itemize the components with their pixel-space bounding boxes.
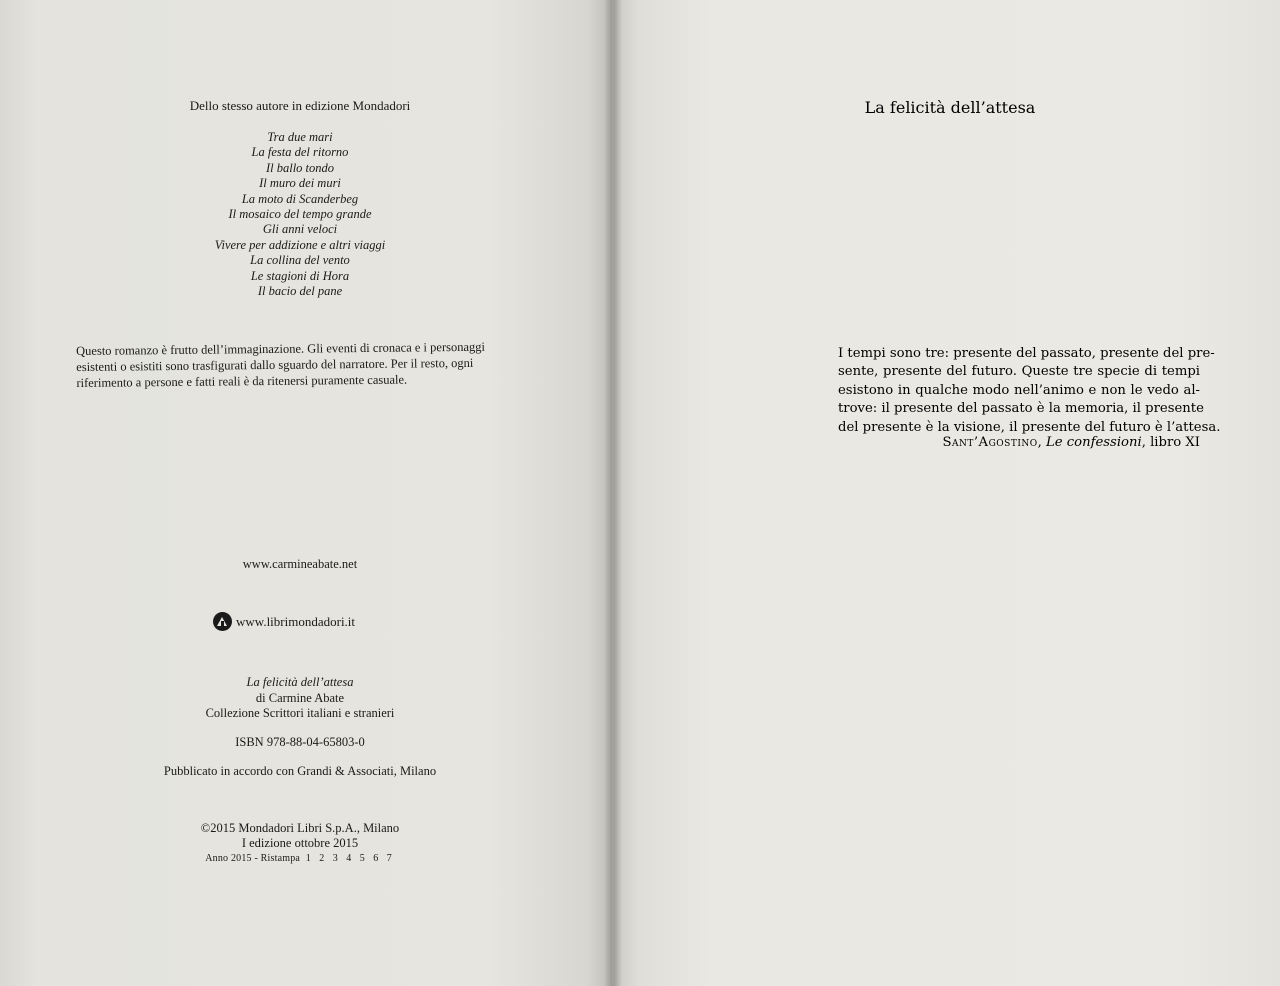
mondadori-logo-icon	[213, 612, 232, 631]
other-works-heading: Dello stesso autore in edizione Mondadori	[189, 98, 411, 113]
epigraph-line: del presente è la visione, il presente del futuro è l’attesa.	[838, 419, 1221, 435]
left-page	[0, 0, 612, 986]
work-title: Il ballo tondo	[265, 160, 335, 175]
publisher-website-line	[213, 612, 453, 631]
reprint-label: Anno 2015 - Ristampa	[205, 853, 301, 864]
epigraph-line: esistono in qualche modo nell’animo e non le vedo al-	[838, 382, 1200, 398]
colophon-author: di Carmine Abate	[255, 690, 345, 705]
work-title: Gli anni veloci	[262, 222, 338, 237]
epigraph-attribution: Sant’Agostino, Le confessioni, libro XI	[942, 435, 1200, 450]
attribution-work: Le confessioni	[1046, 435, 1142, 450]
edition: I edizione ottobre 2015	[241, 836, 359, 850]
book-gutter	[604, 0, 622, 986]
fiction-disclaimer: Questo romanzo è frutto dell’immaginazione. Gli eventi di cronaca e i personaggi esistenti o esistiti sono trasfigurati dallo sguardo del narratore. Per il resto, ogni riferimento a persone e fatti reali è da ritenersi puramente casuale.	[76, 339, 486, 390]
half-title: La felicità dell’attesa	[864, 98, 1036, 117]
work-title: Il bacio del pane	[257, 284, 343, 299]
author-website: www.carmineabate.net	[242, 557, 358, 571]
work-title: Il mosaico del tempo grande	[228, 207, 372, 222]
work-title: La moto di Scanderbeg	[241, 191, 359, 206]
epigraph	[838, 345, 1221, 437]
copyright-block	[150, 821, 450, 866]
copyright: ©2015 Mondadori Libri S.p.A., Milano	[200, 821, 400, 835]
work-title: Tra due mari	[267, 130, 333, 144]
epigraph-line: trove: il presente del passato è la memoria, il presente	[838, 401, 1204, 417]
publisher-website: www.librimondadori.it	[236, 613, 356, 629]
isbn: ISBN 978-88-04-65803-0	[235, 735, 365, 749]
epigraph-line: I tempi sono tre: presente del passato, presente del pre-	[838, 346, 1215, 361]
colophon-collection: Collezione Scrittori italiani e stranieri	[205, 706, 395, 720]
right-page	[612, 0, 1280, 986]
reprint-line	[150, 851, 450, 866]
work-title: Il muro dei muri	[259, 176, 341, 191]
other-works-list	[150, 130, 450, 299]
work-title: Le stagioni di Hora	[250, 268, 350, 283]
attribution-book: , libro XI	[1141, 435, 1200, 450]
work-title: Vivere per addizione e altri viaggi	[214, 237, 386, 252]
publishing-agreement: Pubblicato in accordo con Grandi & Associati, Milano	[163, 764, 437, 778]
work-title: La collina del vento	[250, 253, 350, 268]
work-title: La festa del ritorno	[251, 145, 349, 160]
colophon	[150, 675, 450, 722]
reprint-digits: 1 2 3 4 5 6 7	[305, 853, 395, 864]
attribution-author: Sant’Agostino	[942, 435, 1038, 450]
colophon-title: La felicità dell’attesa	[246, 675, 354, 689]
epigraph-line: sente, presente del futuro. Queste tre specie di tempi	[838, 364, 1200, 380]
